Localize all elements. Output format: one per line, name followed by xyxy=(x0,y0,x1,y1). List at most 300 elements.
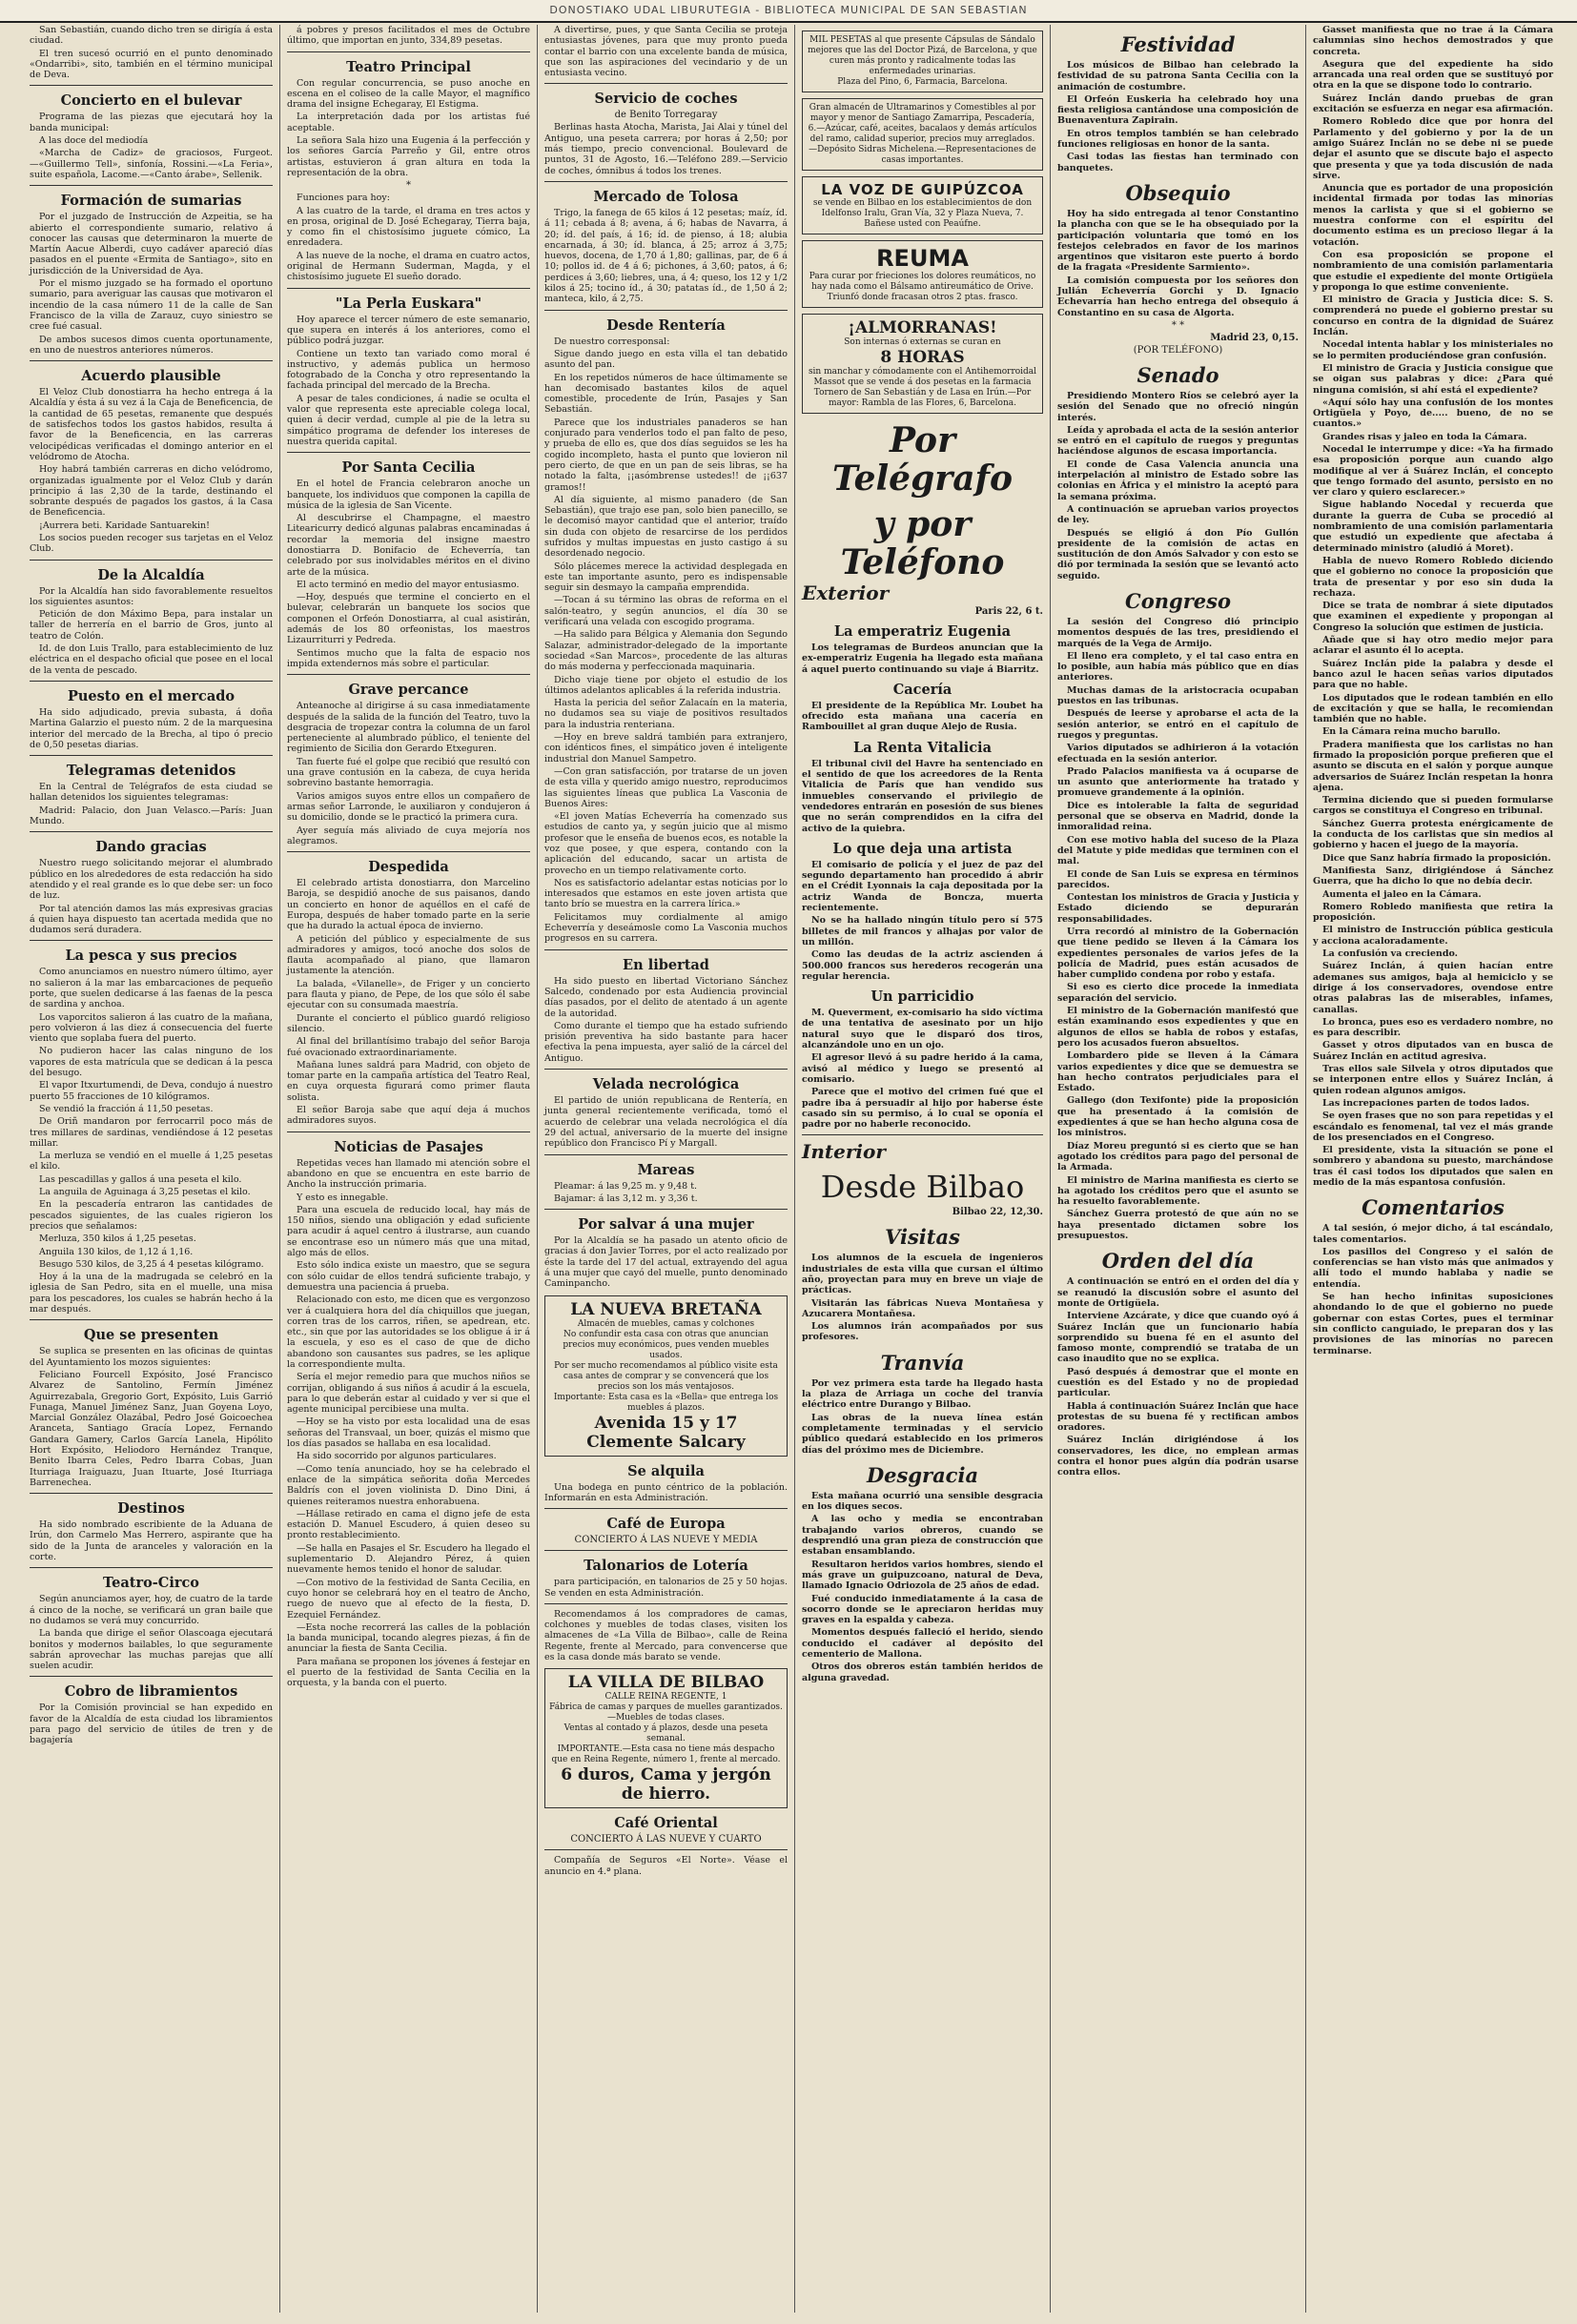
paragraph: Añade que si hay otro medio mejor para aclarar el asunto él lo acepta. xyxy=(1313,635,1553,657)
paragraph: El tribunal civil del Havre ha sentenciado en el sentido de que los acreedores de la Renta Vitalicia de París que han vendido sus inmuebles conservando el privilegio de vendedores entrarán en posesión de sus bienes que no serán comprendidos en la cifra del activo de la quiebra. xyxy=(802,758,1043,834)
paragraph: Momentos después falleció el herido, siendo conducido el cadáver al depósito del cementerio de Mallona. xyxy=(802,1627,1043,1660)
paragraph: Nocedal intenta hablar y los ministeriales no se lo permiten produciéndose gran confusión. xyxy=(1313,339,1553,361)
paragraph: Se han hecho infinitas suposiciones ahondando lo de que el gobierno no puede gobernar con estas Cortes, pues el terminar sin conflicto canguiado, le preparan dos y las provisiones de las minorías no parecen terminarse. xyxy=(1313,1292,1553,1356)
paragraph: Programa de las piezas que ejecutará hoy la banda municipal: xyxy=(30,112,273,133)
paragraph: Parece que los industriales panaderos se han conjurado para venderlos todo el pan falto de peso, y prueba de ello es, que dos días seguidos se les ha cogido incompleto, hasta el punto que lovieron nil pero cierto, de que en un pan de seis libras, se ha notado la falta, ¡¡asómbrense ustedes!! de ¡¡637 gramos!! xyxy=(544,417,788,493)
paragraph: Compañía de Seguros «El Norte». Véase el anuncio en 4.ª plana. xyxy=(544,1855,788,1877)
section-banner: y por Teléfono xyxy=(840,504,1005,582)
headline: Telegramas detenidos xyxy=(66,763,236,780)
paragraph: Fué conducido inmediatamente á la casa de socorro donde se le apreciaron heridas muy graves en la espalda y cabeza. xyxy=(802,1593,1043,1626)
paragraph: Muchas damas de la aristocracia ocupaban puestos en las tribunas. xyxy=(1057,684,1299,707)
dateline: Paris 22, 6 t. xyxy=(974,606,1043,617)
paragraph: Suárez Inclán dando pruebas de gran excitación se esfuerza en negar esa afirmación. xyxy=(1313,92,1553,115)
paragraph: En otros templos también se han celebrado funciones religiosas en honor de la santa. xyxy=(1057,128,1299,151)
paragraph: La banda que dirige el señor Olascoaga ejecutará bonitos y modernos bailables, lo que seguramente sabrán aprovechar las muchas parejas que allí suelen acudir. xyxy=(30,1628,273,1672)
divider xyxy=(287,851,530,852)
paragraph: Se vendió la fracción á 11,50 pesetas. xyxy=(39,1103,214,1114)
dateline: Madrid 23, 0,15. xyxy=(1210,332,1299,343)
headline: Lo que deja una artista xyxy=(832,840,1013,857)
paragraph: Bajamar: á las 3,12 m. y 3,36 t. xyxy=(554,1193,698,1204)
paragraph: Sigue dando juego en esta villa el tan debatido asunto del pan. xyxy=(544,348,788,371)
paragraph: A las ocho y media se encontraban trabajando varios obreros, cuando se desprendió una gran pieza de construcción que estaban ensamblando. xyxy=(802,1514,1043,1558)
paragraph: En el hotel de Francia celebraron anoche un banquete, los individuos que componen la capilla de música de la iglesia de San Vicente. xyxy=(287,479,530,511)
paragraph: Los diputados que le rodean también en ello de excitación y que se halla, le recomiendan también que no hable. xyxy=(1313,692,1553,725)
ad-ultramarinos xyxy=(802,98,1043,171)
paragraph: Con ese motivo habla del suceso de la Plaza del Matute y pide medidas que terminen con el mal. xyxy=(1057,834,1299,867)
headline: Senado xyxy=(1137,362,1219,387)
ad-title: LA NUEVA BRETAÑA xyxy=(570,1299,762,1319)
headline: Noticias de Pasajes xyxy=(334,1138,483,1155)
paragraph: A las nueve de la noche, el drama en cuatro actos, original de Hermann Suderman, Magda, y el chistosísimo juguete El sueño dorado. xyxy=(287,250,530,283)
paragraph: La comisión compuesta por los señores don Julián Echeverría Gorchi y D. Ignacio Echevarría han hecho entrega del obsequio á Constantino en su casa de Algorta. xyxy=(1057,275,1299,318)
divider xyxy=(30,1676,273,1677)
paragraph: Sigue hablando Nocedal y recuerda que durante la guerra de Cuba se procedió al nombramiento de una comisión parlamentaria que estudió un expediente que afectaba á determinado ministro (aludió á Moret). xyxy=(1313,499,1553,554)
paragraph: Suárez Inclán, á quien hacían entre ademanes sus amigos, baja al hemiciclo y se dirige á los conservadores, ovendose entre otras palabras las de miserables, infames, canallas. xyxy=(1313,961,1553,1015)
divider xyxy=(287,674,530,675)
paragraph: —Ha salido para Bélgica y Alemania don Segundo Salazar, administrador-delegado de la importante sociedad «San Marcos», procedente de las alturas do más moderna y perfeccionada maquinaria. xyxy=(544,629,788,673)
headline: Comentarios xyxy=(1362,1195,1505,1220)
column-4 xyxy=(795,25,1051,2313)
paragraph: El celebrado artista donostiarra, don Marcelino Baroja, se despidió anoche de sus paisanos, dando un concierto en honor de aquéllos en el café de Europa, después de haber tomado parte en la serie que ha durado la actual época de invierno. xyxy=(287,878,530,932)
headline: Por salvar á una mujer xyxy=(578,1216,754,1233)
section-banner: Por Telégrafo xyxy=(831,420,1014,499)
ad-voz-guipuzcoa xyxy=(802,176,1043,234)
paragraph: Asegura que del expediente ha sido arrancada una real orden que se sustituyó por otra en la que se dispone todo lo contrario. xyxy=(1313,58,1553,92)
paragraph: Casi todas las fiestas han terminado con banquetes. xyxy=(1057,152,1299,173)
paragraph: —Tocan á su término las obras de reforma en el salón-teatro, y según anuncios, el día 30 se verificará una velada con escogido programa. xyxy=(544,595,788,628)
paragraph: Según anunciamos ayer, hoy, de cuatro de la tarde á cinco de la noche, se verificará un gran baile que no dudamos se verá muy concurrido. xyxy=(30,1594,273,1626)
paragraph: Ha sido nombrado escribiente de la Aduana de Irún, don Carmelo Mas Herrero, aspirante que ha sido de la Junta de aranceles y valoración en la corte. xyxy=(30,1519,273,1563)
paragraph: En los repetidos números de hace últimamente se han decomisado bastantes kilos de aquel comestible, procedente de Irún, Pasajes y San Sebastián. xyxy=(544,372,788,416)
divider xyxy=(287,452,530,453)
subhead: de Benito Torregaray xyxy=(614,110,718,121)
ad-address: Avenida 15 y 17 Clemente Salcary xyxy=(586,1413,746,1452)
headline: Teatro-Circo xyxy=(103,1575,199,1592)
ad-capsulas xyxy=(802,31,1043,92)
paragraph: «Aquí sólo hay una confusión de los montes Ortigüela y Poyo, de..... bueno, de no se cuantos.» xyxy=(1313,397,1553,430)
paragraph: Dicho viaje tiene por objeto el estudio de los últimos adelantos aplicables á la referida industria. xyxy=(544,674,788,696)
paragraph: Relacionado con esto, me dicen que es vergonzoso ver á cualquiera hora del día chiquillos que juegan, corren tras de los carros, riñen, se apedrean, etc. etc., sin que por las autoridades se los obligue á ir á la escuela, y eso es el caso de que de dicho abandono son causantes sus padres, se les aplique la correspondiente multa. xyxy=(287,1295,530,1370)
paragraph: —Con gran satisfacción, por tratarse de un joven de esta villa y querido amigo nuestro, reproducimos las siguientes líneas que publica La Vasconia de Buenos Aires: xyxy=(544,765,788,809)
paragraph: Por tal atención damos las más expresivas gracias á quien haya dispuesto tan acertada medida que no dudamos será duradera. xyxy=(30,903,273,936)
divider xyxy=(30,185,273,186)
paragraph: El comisario de policía y el juez de paz del segundo departamento han procedido á abrir en el Crédit Lyonnais la caja depositada por la actriz Wanda de Boncza, muerta recientemente. xyxy=(802,859,1043,914)
paragraph: Prado Palacios manifiesta va á ocuparse de un asunto que anteriormente ha tratado y promueve grandemente á la opinión. xyxy=(1057,765,1299,799)
column-2 xyxy=(280,25,538,2313)
ad-text: Fábrica de camas y parques de muelles garantizados.—Muebles de todas clases. xyxy=(549,1702,783,1723)
headline: Un parricidio xyxy=(870,989,974,1006)
paragraph: para participación, en talonarios de 25 y 50 hojas. Se venden en esta Administración. xyxy=(544,1577,788,1599)
paragraph: Por la Comisión provincial se han expedido en favor de la Alcaldía de esta ciudad los libramientos para pago del servicio de útiles de tren y de bagajería xyxy=(30,1702,273,1746)
paragraph: El acto terminó en medio del mayor entusiasmo. xyxy=(297,579,520,590)
paragraph: Urra recordó al ministro de la Gobernación que tiene pedido se lleven á la Cámara los expedientes personales de varios jefes de la policía de Madrid, pues están acusados de haber cumplido condena por robo y estafa. xyxy=(1057,927,1299,981)
paragraph: El agresor llevó á su padre herido á la cama, avisó al médico y luego se presentó al comisario. xyxy=(802,1052,1043,1085)
paragraph: Ha sido adjudicado, previa subasta, á doña Martina Galarzio el puesto núm. 2 de la marquesina interior del mercado de la Brecha, al tipo ó precio de 0,50 pesetas diarias. xyxy=(30,706,273,750)
dateline: Bilbao 22, 12,30. xyxy=(952,1207,1043,1218)
paragraph: —Se halla en Pasajes el Sr. Escudero ha llegado el suplementario D. Alejandro Pérez, á quien nuevamente hemos tenido el honor de saludar. xyxy=(287,1542,530,1576)
paragraph: Los telegramas de Burdeos anuncian que la ex-emperatriz Eugenia ha llegado esta mañana á aquel puerto continuando su viaje á Biarritz. xyxy=(802,642,1043,675)
archive-header xyxy=(0,0,1577,23)
paragraph: Pradera manifiesta que los carlistas no han firmado la proposición porque prefieren que el asunto se discuta en el salón y porque aunque adversarios de Suárez Inclán respetan la honra ajena. xyxy=(1313,739,1553,793)
headline: Concierto en el bulevar xyxy=(60,92,242,110)
paragraph: M. Queverment, ex-comisario ha sido víctima de una tentativa de asesinato por un hijo natural suyo que le disparó dos tiros, alcanzándole uno en un ojo. xyxy=(802,1008,1043,1051)
paragraph: Habla á continuación Suárez Inclán que hace protestas de su buena fé y rectifican ambos oradores. xyxy=(1057,1400,1299,1434)
paragraph: Se oyen frases que no son para repetidas y el escándalo es fenomenal, tal vez el más grande de los presenciados en el Congreso. xyxy=(1313,1111,1553,1143)
divider xyxy=(802,1134,1043,1135)
paragraph: Aumenta el jaleo en la Cámara. xyxy=(1322,888,1482,900)
paragraph: Dice es intolerable la falta de seguridad personal que se observa en Madrid, donde la inmoralidad reina. xyxy=(1057,800,1299,833)
headline: Destinos xyxy=(117,1500,185,1518)
ad-text: Importante: Esta casa es la «Bella» que entrega los muebles á plazos. xyxy=(553,1392,779,1413)
paragraph: Anteanoche al dirigirse á su casa inmediatamente después de la salida de la función del Teatro, tuvo la desgracia de tropezar contra la columna de un farol perteneciente al alumbrado público, el teniente del regimiento de Sicilia don Gerardo Etxeguren. xyxy=(287,701,530,755)
section-subtitle: Interior xyxy=(802,1140,886,1164)
headline: Se alquila xyxy=(627,1462,705,1479)
headline: Teatro Principal xyxy=(346,58,471,75)
headline: Que se presenten xyxy=(83,1327,219,1344)
paragraph: Felicitamos muy cordialmente al amigo Echeverría y deseámosle como La Vasconia muchos progresos en su carrera. xyxy=(544,911,788,945)
paragraph: Tan fuerte fué el golpe que recibió que resultó con una grave contusión en la cabeza, de cuya herida sobrevino bastante hemorragia. xyxy=(287,756,530,789)
paragraph: Gallego (don Texifonte) pide la proposición que ha presentado á la comisión de expedientes á que se han hecho alguna cosa de los ministros. xyxy=(1057,1095,1299,1139)
paragraph: A las cuatro de la tarde, el drama en tres actos y en prosa, original de D. José Echegaray, Tierra baja, y como fin el chistosísimo juguete cómico, La enredadera. xyxy=(287,205,530,249)
headline: La pesca y sus precios xyxy=(65,948,237,965)
headline: Mareas xyxy=(637,1161,695,1178)
paragraph: Por vez primera esta tarde ha llegado hasta la plaza de Arriaga un coche del tranvía eléctrico entre Durango y Bilbao. xyxy=(802,1377,1043,1411)
paragraph: Romero Robledo dice que por honra del Parlamento y del gobierno y por la de un amigo Suárez Inclán no se debe ni se puede dejar el asunto que se discute bajo el aspecto que presenta y que ya toda discusión de nada sirve. xyxy=(1313,116,1553,181)
section-subtitle: Exterior xyxy=(802,581,890,604)
paragraph: Visitarán las fábricas Nueva Montañesa y Azucarera Montañesa. xyxy=(802,1297,1043,1319)
paragraph: A pesar de tales condiciones, á nadie se oculta el valor que representa este apreciable colega local, quien á decir verdad, cumple al pie de la letra su simpático programa de defender los intereses de nuestra querida capital. xyxy=(287,393,530,447)
paragraph: Una bodega en punto céntrico de la población. Informarán en esta Administración. xyxy=(544,1481,788,1503)
ad-price: 6 duros, Cama y jergón de hierro. xyxy=(561,1765,771,1804)
paragraph: Para una escuela de reducido local, hay más de 150 niños, siendo una obligación y edad suficiente para acudir á aquel centro á ilustrarse, aun cuando se encontrase eso un número más que una mitad, algo más de ellos. xyxy=(287,1204,530,1259)
paragraph: Pleamar: á las 9,25 m. y 9,48 t. xyxy=(554,1180,698,1192)
paragraph: Ha sido puesto en libertad Victoriano Sánchez Salcedo, condenado por esta Audiencia provincial días pasados, por el delito de atentado á un agente de la autoridad. xyxy=(544,975,788,1019)
divider xyxy=(544,83,788,84)
column-6 xyxy=(1306,25,1560,2313)
divider xyxy=(544,181,788,182)
paragraph: Leída y aprobada el acta de la sesión anterior se entró en el capítulo de ruegos y preguntas haciéndose algunos de escasa importancia. xyxy=(1057,424,1299,458)
ad-text: Gran almacén de Ultramarinos y Comestibles al por mayor y menor de Santiago Zamarripa, Pescadería, 6.—Azúcar, café, aceites, bacalaos y demás artículos del ramo, calidad superior, precios muy arreglados.—Depósito Sidras Michelena.—Representaciones de casas importantes. xyxy=(808,103,1037,165)
paragraph: Los alumnos irán acompañados por sus profesores. xyxy=(802,1321,1043,1343)
paragraph: La anguila de Aguinaga á 3,25 pesetas el kilo. xyxy=(39,1187,251,1198)
ad-text: 8 HORAS xyxy=(880,348,965,367)
paragraph: El tren sucesó ocurrió en el punto denominado «Ondarribi», sito, también en el término municipal de Deva. xyxy=(30,48,273,81)
asterism: * xyxy=(406,180,411,192)
paragraph: Las pescadillas y gallos á una peseta el kilo. xyxy=(39,1173,242,1185)
paragraph: Id. de don Luis Trallo, para establecimiento de luz eléctrica en el despacho oficial que posee en el local de la venta de pescado. xyxy=(30,643,273,676)
ad-title: LA VILLA DE BILBAO xyxy=(567,1673,765,1693)
divider xyxy=(30,560,273,561)
headline: Mercado de Tolosa xyxy=(593,188,739,205)
paragraph: Por el juzgado de Instrucción de Azpeitia, se ha abierto el correspondiente sumario, relativo á conocer las causas que determinaron la muerte de Martín Aacue Alberdi, cuyo cadáver apareció días pasados en el puente «Ermita de Santiago», sito en jurisdicción de la Universidad de Aya. xyxy=(30,212,273,276)
paragraph: Suárez Inclán dirigiéndose á los conservadores, les dice, no emplean armas contra el honor pues algún día podrán usarse contra ellos. xyxy=(1057,1435,1299,1478)
headline: Dando gracias xyxy=(95,839,207,856)
paragraph: Grandes risas y jaleo en toda la Cámara. xyxy=(1322,431,1527,442)
paragraph: —Hállase retirado en cama el digno jefe de esta estación D. Manuel Escudero, á quien deseo su pronto restablecimiento. xyxy=(287,1508,530,1541)
paragraph: La balada, «Vilanelle», de Friger y un concierto para flauta y piano, de Pepe, de los que sólo él sabe ejecutar con su consumada maestría. xyxy=(287,978,530,1011)
headline: Café de Europa xyxy=(606,1516,726,1533)
paragraph: Como las deudas de la actriz ascienden á 500.000 francos sus herederos recogerán una regular herencia. xyxy=(802,949,1043,982)
headline: La Renta Vitalicia xyxy=(853,739,992,756)
divider xyxy=(544,1069,788,1070)
paragraph: Al descubrirse el Champagne, el maestro Litearicurry dedicó algunas palabras encaminadas á recordar la memoria del insigne maestro donostiarra D. Bonifacio de Echeverría, tan celebrado por sus inolvidables méritos en el divino arte de la música. xyxy=(287,513,530,578)
paragraph: Se suplica se presenten en las oficinas de quintas del Ayuntamiento los mozos siguientes: xyxy=(30,1346,273,1368)
paragraph: La sesión del Congreso dió principio momentos después de las tres, presidiendo el marqués de la Vega de Armijo. xyxy=(1057,616,1299,649)
paragraph: La interpretación dada por los artistas fué aceptable. xyxy=(287,112,530,133)
paragraph: Recomendamos á los compradores de camas, colchones y muebles de todas clases, visiten los almacenes de «La Villa de Bilbao», calle de Reina Regente, frente al Mercado, para convencerse que es la casa donde más barato se vende. xyxy=(544,1608,788,1662)
paragraph: Manifiesta Sanz, dirigiéndose á Sánchez Guerra, que ha dicho lo que no debía decir. xyxy=(1313,865,1553,887)
divider xyxy=(544,949,788,950)
paragraph: No se ha hallado ningún título pero sí 575 billetes de mil francos y alhajas por valor de un millón. xyxy=(802,915,1043,948)
paragraph: En la Central de Telégrafos de esta ciudad se hallan detenidos los siguientes telegramas: xyxy=(30,782,273,804)
ad-nueva-bretana xyxy=(544,1295,788,1457)
ad-text: Por ser mucho recomendamos al público visite esta casa antes de comprar y se convencerá que los precios son los más ventajosos. xyxy=(554,1360,778,1392)
paragraph: Por la Alcaldía han sido favorablemente resueltos los siguientes asuntos: xyxy=(30,585,273,607)
ad-subtitle: Almacén de muebles, camas y colchones xyxy=(577,1318,755,1329)
paragraph: El Orfeón Euskeria ha celebrado hoy una fiesta religiosa cantándose una composición de Buenaventura Zapirain. xyxy=(1057,93,1299,127)
headline: Café Oriental xyxy=(614,1815,718,1832)
paragraph: Suárez Inclán pide la palabra y desde el banco azul le hacen señas varios diputados para que no hable. xyxy=(1313,658,1553,691)
divider xyxy=(30,1319,273,1320)
paragraph: De ambos sucesos dimos cuenta oportunamente, en uno de nuestros anteriores números. xyxy=(30,334,273,356)
headline: Visitas xyxy=(885,1225,960,1250)
ad-reuma xyxy=(802,240,1043,308)
column-3 xyxy=(538,25,795,2313)
paragraph: El lleno era completo, y el tal caso entra en lo posible, aun había más público que en días anteriores. xyxy=(1057,650,1299,683)
ad-text: IMPORTANTE.—Esta casa no tiene más despacho que en Reina Regente, número 1, frente al mercado. xyxy=(551,1744,781,1765)
divider xyxy=(544,310,788,311)
headline: Festividad xyxy=(1120,32,1236,56)
divider xyxy=(30,681,273,682)
headline: Congreso xyxy=(1125,588,1231,613)
subhead: (POR TELÉFONO) xyxy=(1133,344,1223,356)
paragraph: Los alumnos de la escuela de ingenieros industriales de esta villa que cursan el último año, proyectan para muy en breve un viaje de prácticas. xyxy=(802,1253,1043,1296)
paragraph: Como anunciamos en nuestro número último, ayer no salieron á la mar las embarcaciones de pequeño porte, que suelen dedicarse á las faenas de la pesca de sardina y anchoa. xyxy=(30,967,273,1010)
headline: En libertad xyxy=(623,956,709,973)
paragraph: Tras ellos sale Silvela y otros diputados que se interponen entre ellos y Suárez Inclán, á quien rodean algunos amigos. xyxy=(1313,1064,1553,1096)
ad-text: Ventas al contado y á plazos, desde una peseta semanal. xyxy=(563,1723,768,1744)
paragraph: Para mañana se proponen los jóvenes á festejar en el puerto de la festividad de Santa Cecilia en la orquesta, y la banda con el puerto. xyxy=(287,1656,530,1689)
paragraph: Esta mañana ocurrió una sensible desgracia en los diques secos. xyxy=(802,1490,1043,1513)
paragraph: Sánchez Guerra protestó de que aún no se haya presentado dictamen sobre los presupuestos. xyxy=(1057,1209,1299,1242)
paragraph: Y esto es innegable. xyxy=(297,1192,389,1203)
divider xyxy=(544,1603,788,1604)
paragraph: Con regular concurrencia, se puso anoche en escena en el coliseo de la calle Mayor, el magnífico drama del insigne Echegaray, El Estigma. xyxy=(287,77,530,111)
ad-text: se vende en Bilbao en los establecimientos de don Idelfonso Iralu, Gran Vía, 32 y Plaza Nueva, 7. xyxy=(812,198,1033,218)
paragraph: El Veloz Club donostiarra ha hecho entrega á la Alcaldía y ésta á su vez á la Caja de Beneficencia, de la cantidad de 65 pesetas, remanente que después de satisfechos todos los gastos habidos, resulta á favor de la Beneficencia, en las carreras velocipédicas verificadas el domingo anterior en el velódromo de Atocha. xyxy=(30,387,273,462)
paragraph: Anguila 130 kilos, de 1,12 á 1,16. xyxy=(39,1246,194,1257)
headline: Tranvía xyxy=(880,1350,965,1375)
columns xyxy=(23,25,1560,2313)
divider xyxy=(30,831,273,832)
headline: Cacería xyxy=(892,681,952,698)
paragraph: Gasset manifiesta que no trae á la Cámara calumnias sino hechos demostrados y que concreta. xyxy=(1313,25,1553,57)
paragraph: Si eso es cierto dice procede la inmediata separación del servicio. xyxy=(1057,982,1299,1004)
paragraph: «El joven Matías Echeverría ha comenzado sus estudios de canto ya, y según juicio que al mismo profesor que le enseña de buenos ecos, es notable la voz que posee, y que espera, contando con la aplicación del educando, sacar un artista de provecho en un tiempo relativamente corto. xyxy=(544,811,788,876)
paragraph: El ministro de Gracia y Justicia dice: S. S. comprenderá no puede el gobierno prestar su concurso en contra de la dignidad de Suárez Inclán. xyxy=(1313,295,1553,338)
headline: "La Perla Euskara" xyxy=(335,295,482,312)
paragraph: Nos es satisfactorio adelantar estas noticias por lo interesados que estamos en este joven artista que tanto brío se muestra en la carrera lírica.» xyxy=(544,877,788,910)
paragraph: Dice se trata de nombrar á siete diputados que examinen el expediente y propongan al Congreso la solución que estimen de justicia. xyxy=(1313,601,1553,633)
paragraph: —Con motivo de la festividad de Santa Cecilia, en cuyo honor se celebrará hoy en el teatro de Ancho, ruego de nuevo que al efecto de la fiesta, D. Ezequiel Fernández. xyxy=(287,1577,530,1621)
ad-almorranas xyxy=(802,314,1043,414)
paragraph: Parece que el motivo del crimen fué que el padre iba á persuadir al hijo por haberse éste casado sin su permiso, á lo cual se oponía el padre por no haberle reconocido. xyxy=(802,1087,1043,1131)
paragraph: A continuación se aprueban varios proyectos de ley. xyxy=(1057,503,1299,526)
paragraph: Hoy á la una de la madrugada se celebró en la iglesia de San Pedro, sita en el muelle, una misa para los pescadores, los cuales se habrán hecho á la mar después. xyxy=(30,1272,273,1315)
paragraph: —Hoy, después que termine el concierto en el bulevar, celebrarán un banquete los socios que componen el Orfeón Donostiarra, al cual asistirán, además de los 80 orfeonistas, los maestros Lizaurriturri y Pedreda. xyxy=(287,592,530,646)
paragraph: Los vaporcitos salieron á las cuatro de la mañana, pero volvieron á las diez á consecuencia del fuerte viento que soplaba fuera del puerto. xyxy=(30,1011,273,1045)
ad-text: Son internas ó externas se curan en xyxy=(844,337,1001,347)
paragraph: La señora Sala hizo una Eugenia á la perfección y los señores García Parreño y Gil, entre otros artistas, estuvieron á gran altura en toda la representación de la obra. xyxy=(287,135,530,178)
paragraph: Los socios pueden recoger sus tarjetas en el Veloz Club. xyxy=(30,532,273,555)
paragraph: —Como tenía anunciado, hoy se ha celebrado el enlace de la simpática señorita doña Mercedes Baldrís con el joven violinista D. Dino Dini, á quienes reiteramos nuestra enhorabuena. xyxy=(287,1463,530,1507)
paragraph: ¡Aurrera beti. Karidade Santuarekin! xyxy=(39,520,210,531)
column-1 xyxy=(23,25,280,2313)
paragraph: Varios amigos suyos entre ellos un compañero de armas señor Larronde, le auxiliaron y condujeron á su domicilio, donde se le practicó la primera cura. xyxy=(287,790,530,824)
ad-text: No confundir esta casa con otras que anuncian precios muy económicos, pues venden muebles usados. xyxy=(563,1329,769,1360)
headline: Puesto en el mercado xyxy=(67,687,236,704)
column-5 xyxy=(1051,25,1306,2313)
subhead: CONCIERTO Á LAS NUEVE Y MEDIA xyxy=(574,1535,758,1546)
paragraph: Feliciano Fourcell Expósito, José Francisco Alvarez de Santolino, Fermín Jiménez Aguirrezabala, Gregorio Gort, Expósito, Luis Garrió Funaga, Manuel Jiménez Sanz, Juan Goyena Loyo, Marcial González Olazábal, Pedro José Goicoechea Aranceta, Santiago Gracía Lopez, Fernando Gandara Gamery, Carlos García Lanela, Hipólito Hort Expósito, Heliodoro Hernández Tranque, Benito Ibarra Celes, Pedro Ibarra Cobas, Juan Iturriaga Iraiguazu, Juan Ituarte, José Iturriaga Barrenechea. xyxy=(30,1369,273,1488)
headline: Despedida xyxy=(368,859,449,876)
paragraph: Contestan los ministros de Gracia y Justicia y Estado diciendo se depurarán responsabilidades. xyxy=(1057,892,1299,925)
paragraph: Contiene un texto tan variado como moral é instructivo, y además publica un hermoso fotograbado de la Concha y otro representando la fachada principal del mercado de la Brecha. xyxy=(287,348,530,392)
divider xyxy=(287,51,530,52)
divider xyxy=(30,1567,273,1568)
divider xyxy=(30,940,273,941)
paragraph: Ha sido socorrido por algunos particulares. xyxy=(297,1451,497,1462)
paragraph: A las doce del mediodía xyxy=(39,135,149,147)
paragraph: Por el mismo juzgado se ha formado el oportuno sumario, para averiguar las causas que motivaron el incendio de la casa número 11 de la calle de San Francisco de la villa de Zarauz, cuyo siniestro se cree fué casual. xyxy=(30,278,273,333)
ad-title: REUMA xyxy=(876,245,969,272)
paragraph: Presidiendo Montero Ríos se celebró ayer la sesión del Senado que no ofreció ningún interés. xyxy=(1057,390,1299,423)
paragraph: Resultaron heridos varios hombres, siendo el más grave un guipuzcoano, natural de Deva, llamado Ignacio Odriozola de 25 años de edad. xyxy=(802,1559,1043,1592)
ad-text: Para curar por frieciones los dolores reumáticos, no hay nada como el Bálsamo antireumático de Orive. Triunfó donde fracasan otros 2 ptas. frasco. xyxy=(809,272,1036,302)
paragraph: El conde de San Luis se expresa en términos parecidos. xyxy=(1057,868,1299,890)
paragraph: Nocedal le interrumpe y dice: «Ya ha firmado esa proposición porque aun cuando algo modifique al ver á Suárez Inclán, el concepto que tengo formado del asunto, persisto en no ver claro y quiero esclarecer.» xyxy=(1313,443,1553,499)
paragraph: —Esta noche recorrerá las calles de la población la banda municipal, tocando alegres piezas, á fin de anunciar la fiesta de Santa Cecilia. xyxy=(287,1621,530,1655)
paragraph: Madrid: Palacio, don Juan Velasco.—París: Juan Mundo. xyxy=(30,805,273,827)
headline: Por Santa Cecilia xyxy=(341,459,476,477)
headline: De la Alcaldía xyxy=(97,566,205,583)
paragraph: A petición del público y especialmente de sus admiradores y amigos, tocó anoche dos solos de flauta acompañado al piano, que llamaron justamente la atención. xyxy=(287,933,530,977)
ad-title: LA VOZ DE GUIPÚZCOA xyxy=(821,181,1024,198)
paragraph: La merluza se vendió en el muelle á 1,25 pesetas el kilo. xyxy=(30,1151,273,1172)
paragraph: Durante el concierto el público guardó religioso silencio. xyxy=(287,1012,530,1034)
paragraph: Ayer seguía más aliviado de cuya mejoría nos alegramos. xyxy=(287,825,530,846)
headline: Grave percance xyxy=(348,682,469,699)
headline: Velada necrológica xyxy=(592,1076,740,1093)
paragraph: Al día siguiente, al mismo panadero (de San Sebastián), que trajo ese pan, solo bien panecillo, se le decomisó mayor cantidad que el anterior, traído sin duda con objeto de resarcirse de los perdidos sufridos y multas impuestas en justo castigo á su desordenado negocio. xyxy=(544,494,788,560)
paragraph: De Oriñ mandaron por ferrocarril poco más de tres millares de sardinas, vendiéndose á 12 pesetas millar. xyxy=(30,1116,273,1149)
paragraph: Gasset y otros diputados van en busca de Suárez Inclán en actitud agresiva. xyxy=(1313,1040,1553,1062)
ad-title: ¡ALMORRANAS! xyxy=(848,318,997,337)
paragraph: Interviene Azcárate, y dice que cuando oyó á Suárez Inclán que un funcionario había sorprendido su buena fé en el asunto del famoso monte, comprendió se trataba de un caso inaudito que no se explica. xyxy=(1057,1311,1299,1365)
paragraph: San Sebastián, cuando dicho tren se dirigía á esta ciudad. xyxy=(30,25,273,47)
paragraph: Varios diputados se adhirieron á la votación efectuada en la sesión anterior. xyxy=(1057,743,1299,764)
paragraph: De nuestro corresponsal: xyxy=(554,336,670,347)
paragraph: El vapor Itxurtumendi, de Deva, condujo á nuestro puerto 55 fracciones de 10 kilógramos. xyxy=(30,1080,273,1102)
paragraph: A continuación se entró en el orden del día y se reanudó la discusión sobre el asunto del monte de Ortigüela. xyxy=(1057,1276,1299,1309)
paragraph: Mañana lunes saldrá para Madrid, con objeto de tomar parte en la campaña artística del Teatro Real, en cuya orquesta figurará como primer flauta solista. xyxy=(287,1059,530,1103)
paragraph: Esto sólo indica existe un maestro, que se segura con sólo cuidar de ellos tendrá suficiente trabajo, y demuestra una paciencia á prueba. xyxy=(287,1260,530,1293)
paragraph: Díaz Moreu preguntó si es cierto que se han agotado los créditos para pago del personal de la Armada. xyxy=(1057,1140,1299,1173)
paragraph: El conde de Casa Valencia anuncia una interpelación al ministro de Estado sobre las colonias en África y el ministro la aceptó para la semana próxima. xyxy=(1057,459,1299,502)
divider xyxy=(30,85,273,86)
paragraph: Como durante el tiempo que ha estado sufriendo prisión preventiva ha sido bastante para hacer efectiva la pena impuesta, ayer salió de la cárcel del Antiguo. xyxy=(544,1020,788,1064)
paragraph: —Hoy en breve saldrá también para extranjero, con idénticos fines, el simpático joven é inteligente industrial don Manuel Sampetro. xyxy=(544,732,788,764)
paragraph: á pobres y presos facilitados el mes de Octubre último, que importan en junto, 334,89 pesetas. xyxy=(287,25,530,47)
paragraph: Petición de don Máximo Bepa, para instalar un taller de herrería en el barrio de Gros, junto al teatro de Colón. xyxy=(30,609,273,642)
headline: Cobro de libramientos xyxy=(64,1683,238,1701)
headline: Funciones para hoy: xyxy=(297,193,390,204)
headline: Obsequio xyxy=(1125,180,1231,205)
divider xyxy=(30,1493,273,1494)
divider xyxy=(544,1550,788,1551)
paragraph: Dice que Sanz habría firmado la proposición. xyxy=(1322,852,1551,864)
ad-text: MIL PESETAS al que presente Cápsulas de Sándalo mejores que las del Doctor Pizá, de Barcelona, y que curen más pronto y radicalmente todas las enfermedades urinarias. xyxy=(808,35,1037,76)
divider xyxy=(544,1508,788,1509)
divider xyxy=(544,1849,788,1850)
paragraph: El presidente de la República Mr. Loubet ha ofrecido esta mañana una cacería en Rambouillet al gran duque Alejo de Rusia. xyxy=(802,700,1043,733)
headline: Formación de sumarias xyxy=(60,193,242,210)
paragraph: Repetidas veces han llamado mi atención sobre el abandono en que se encuentra en este barrio de Ancho la instrucción primaria. xyxy=(287,1157,530,1191)
headline: Acuerdo plausible xyxy=(81,368,221,385)
paragraph: Con esa proposición se propone el nombramiento de una comisión parlamentaria que estudie el expediente del monte Ortigüela y proponga lo que estime conveniente. xyxy=(1313,249,1553,293)
paragraph: Merluza, 350 kilos á 1,25 pesetas. xyxy=(39,1233,196,1245)
ad-subtitle: CALLE REINA REGENTE, 1 xyxy=(604,1692,727,1702)
headline: Servicio de coches xyxy=(594,91,738,108)
divider xyxy=(544,1209,788,1210)
divider xyxy=(544,1154,788,1155)
paragraph: El partido de unión republicana de Rentería, en junta general recientemente verificada, tomó el acuerdo de celebrar una velada necrológica el día 29 del actual, aniversario de la muerte del insigne repúblico don Francisco Pí y Margall. xyxy=(544,1095,788,1150)
paragraph: Los pasillos del Congreso y el salón de conferencias se han visto más que animados y allí todo el mundo hablaba y nadie se entendía. xyxy=(1313,1246,1553,1290)
paragraph: Sánchez Guerra protesta enérgicamente de la conducta de los carlistas que sin medios al gobierno y hacen el juego de la mayoría. xyxy=(1313,818,1553,851)
divider xyxy=(30,755,273,756)
archive-header-text: DONOSTIAKO UDAL LIBURUTEGIA - BIBLIOTECA MUNICIPAL DE SAN SEBASTIAN xyxy=(549,4,1028,16)
paragraph: En la Cámara reina mucho barullo. xyxy=(1322,726,1501,738)
paragraph: El ministro de Gracia y Justicia consigue que se oigan sus palabras y dice: ¿Para qué ninguna comisión, si ahí está el expediente? xyxy=(1313,362,1553,396)
paragraph: Hoy aparece el tercer número de este semanario, que supera en interés á los anteriores, como el público podrá juzgar. xyxy=(287,314,530,347)
paragraph: Después de leerse y aprobarse el acta de la sesión anterior, se entró en el capítulo de ruegos y preguntas. xyxy=(1057,708,1299,741)
paragraph: Sería el mejor remedio para que muchos niños se corrijan, obligando á sus niños á acudir á la escuela, para lo que deberán estar al cuidado y ver si que el agente municipal percibiese una multa. xyxy=(287,1372,530,1416)
paragraph: Sentimos mucho que la falta de espacio nos impida extendernos más sobre el particular. xyxy=(287,647,530,669)
paragraph: Sólo plácemes merece la actividad desplegada en este tan importante asunto, pero es indispensable seguir sin desmayo la campaña emprendida. xyxy=(544,561,788,594)
headline: Desde Rentería xyxy=(606,316,726,334)
paragraph: A divertirse, pues, y que Santa Cecilia se proteja entusiastas jóvenes, para que muy pronto pueda contar el barrio con una excelente banda de música, que son las aspiraciones del vecindario y de un entusiasta vecino. xyxy=(544,25,788,79)
headline: Talonarios de Lotería xyxy=(584,1558,748,1575)
headline: Orden del día xyxy=(1101,1249,1255,1274)
paragraph: El ministro de Instrucción pública gesticula y acciona acaloradamente. xyxy=(1313,925,1553,947)
paragraph: Hoy ha sido entregada al tenor Constantino la plancha con que se le ha obsequiado por la participación voluntaria que tomó en los festejos celebrados en favor de los marinos argentinos que visitaron este puerto á bordo de la fragata «Presidente Sarmiento». xyxy=(1057,208,1299,274)
paragraph: La confusión va creciendo. xyxy=(1322,948,1458,960)
paragraph: El ministro de la Gobernación manifestó que están examinando esos expedientes y que en algunos de ellos se habla de robos y estafas, pero los acusados fueron absueltos. xyxy=(1057,1006,1299,1049)
paragraph: Los músicos de Bilbao han celebrado la festividad de su patrona Santa Cecilia con la animación de costumbre. xyxy=(1057,60,1299,92)
paragraph: —Hoy se ha visto por esta localidad una de esas señoras del Transvaal, un boer, quizás el mismo que los días pasados se hallaba en esa localidad. xyxy=(287,1417,530,1450)
paragraph: Habla de nuevo Romero Robledo diciendo que el gobierno no conoce la proposición que trata de presentar y por eso sin duda la rechaza. xyxy=(1313,555,1553,599)
paragraph: Hoy habrá también carreras en dicho velódromo, organizadas igualmente por el Veloz Club y darán principio á las 2,30 de la tarde, destinando el sobrante después de pagados los gastos, á la Casa de Beneficencia. xyxy=(30,464,273,519)
paragraph: Berlinas hasta Atocha, Marista, Jai Alai y túnel del Antiguo, una peseta carrera; por horas á 2,50; por más tiempo, precio convencional. Boulevard de puntos, 31 de Agosto, 16.—Teléfono 289.—Servicio de coches, ómnibus á todos los trenes. xyxy=(544,122,788,176)
paragraph: Romero Robledo manifiesta que retira la proposición. xyxy=(1313,901,1553,924)
paragraph: «Marcha de Cadiz» de graciosos, Furgeot.—«Guillermo Tell», sinfonía, Rossini.—«La Feria», suite española, Lacome.—«Canto árabe», Sellenik. xyxy=(30,148,273,180)
paragraph: Al final del brillantísimo trabajo del señor Baroja fué ovacionado extraordinariamente. xyxy=(287,1036,530,1058)
divider xyxy=(287,1131,530,1132)
headline: Desgracia xyxy=(866,1462,979,1487)
paragraph: Lo bronca, pues eso es verdadero nombre, no es para describir. xyxy=(1313,1016,1553,1039)
paragraph: Termina diciendo que si pueden formularse cargos se constituya el Congreso en tribunal. xyxy=(1313,795,1553,817)
paragraph: Después se eligió á don Pío Gullón presidente de la comisión de actas en sustitución de don Amós Salvador y con esto se dió por terminada la sesión que se levantó acto seguido. xyxy=(1057,527,1299,581)
